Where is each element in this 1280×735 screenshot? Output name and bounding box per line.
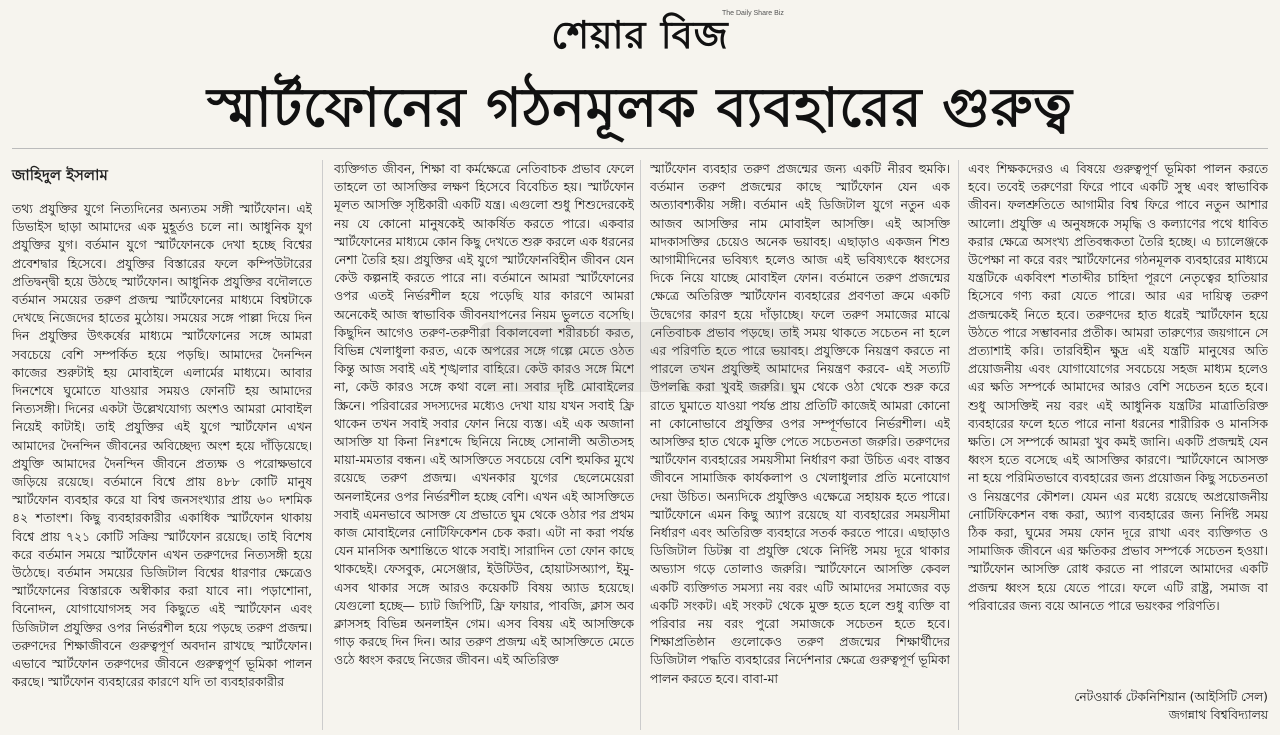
- article-headline: স্মার্টফোনের গঠনমূলক ব্যবহারের গুরুত্ব: [207, 75, 1073, 139]
- article-column-1: তথ্য প্রযুক্তির যুগে নিত্যদিনের অন্যতম সঙ্গী স্মার্টফোন। এই ডিভাইস ছাড়া আমাদের এক মুহূর্তও চলে না। আধুনিক যুগ প্রযুক্তির যুগ। বর্তমান যুগে স্মার্টফোনকে দেখা হচ্ছে বিশ্বের প্রবেশদ্বার হিসেবে। প্রযুক্তির বিস্তারের ফলে কম্পিউটারের প্রতিদ্বন্দ্বী হয়ে উঠছে স্মার্টফোন। আধুনিক প্রযুক্তির বদৌলতে বর্তমান সময়ের তরুণ প্রজন্ম স্মার্টফোনের মাধ্যমে বিশ্বটাকে দেখছে নিজেদের হাতের মুঠোয়। সময়ের সঙ্গে পাল্লা দিয়ে দিন দিন প্রযুক্তির উৎকর্ষের মাধ্যমে স্মার্টফোনের সঙ্গে আমরা সবচেয়ে বেশি সম্পর্কিত হয়ে পড়ছি। আমাদের দৈনন্দিন কাজের শুরুটাই হয় মোবাইলে এলার্মের মাধ্যমে। আবার দিনশেষে ঘুমোতে যাওয়ার সময়ও ফোনটি হয় আমাদের নিত্যসঙ্গী। দিনের একটা উল্লেখযোগ্য অংশও আমরা মোবাইল নিয়েই কাটাই। তাই প্রযুক্তির এই যুগে স্মার্টফোন এখন আমাদের দৈনন্দিন জীবনের অবিচ্ছেদ্য অংশ হয়ে দাঁড়িয়েছে। প্রযুক্তি আমাদের দৈনন্দিন জীবনে প্রত্যক্ষ ও পরোক্ষভাবে জড়িয়ে রয়েছে। বর্তমানে বিশ্বে প্রায় ৪৮৮ কোটি মানুষ স্মার্টফোন ব্যবহার করে যা বিশ্ব জনসংখ্যার প্রায় ৬০ দশমিক ৪২ শতাংশ। কিছু ব্যবহারকারীর একাধিক স্মার্টফোন থাকায় বিশ্বে প্রায় ৭২১ কোটি সক্রিয় স্মার্টফোন রয়েছে। তাই বিশেষ করে বর্তমান সময়ে স্মার্টফোন এখন তরুণদের নিত্যসঙ্গী হয়ে উঠেছে। বর্তমান সময়ের ডিজিটাল বিশ্বের ধারণার ক্ষেত্রেও স্মার্টফোনের বিস্তারকে অস্বীকার করা যাবে না। পড়াশোনা, বিনোদন, যোগাযোগসহ সব কিছুতে এই স্মার্টফোন এবং ডিজিটাল প্রযুক্তির ওপর নির্ভরশীল হয়ে পড়ছে তরুণ প্রজন্ম। তরুণদের শিক্ষাজীবনে গুরুত্বপূর্ণ অবদান রাখছে স্মার্টফোন। এভাবে স্মার্টফোন তরুণদের জীবনে গুরুত্বপূর্ণ ভূমিকা পালন করছে। স্মার্টফোন ব্যবহারের কারণে যদি তা ব্যবহারকারীর: [12, 202, 312, 690]
- section-title: শেয়ার বিজ: [551, 12, 729, 57]
- article-column-4: এবং শিক্ষকদেরও এ বিষয়ে গুরুত্বপূর্ণ ভূমিকা পালন করতে হবে। তবেই তরুণেরা ফিরে পাবে একটি সুস্থ এবং স্বাভাবিক জীবন। ফলশ্রুতিতে আগামীর বিশ্ব ফিরে পাবে নতুন আশার আলো। প্রযুক্তি এ অনুষঙ্গকে সমৃদ্ধি ও কল্যাণের পথে ধাবিত করার ক্ষেত্রে অসংখ্য প্রতিবন্ধকতা তৈরি হচ্ছে। এ চ্যালেঞ্জকে উপেক্ষা না করে বরং স্মার্টফোনের গঠনমূলক ব্যবহারের মাধ্যমে যন্ত্রটিকে একবিংশ শতাব্দীর চাহিদা পূরণে নেতৃত্বের হাতিয়ার হিসেবে গণ্য করা যেতে পারে। আর এর দায়িত্ব তরুণ প্রজন্মকেই নিতে হবে। তরুণদের হাত ধরেই স্মার্টফোন হয়ে উঠতে পারে সম্ভাবনার প্রতীক। আমরা তারুণ্যের জয়গানে সে প্রত্যাশাই করি। তারবিহীন ক্ষুদ্র এই যন্ত্রটি মানুষের অতি প্রয়োজনীয় এবং যোগাযোগের সবচেয়ে সহজ মাধ্যম হলেও এর ক্ষতি সম্পর্কে আমাদের আরও বেশি সচেতন হতে হবে। শুধু আসক্তিই নয় বরং এই আধুনিক যন্ত্রটির মাত্রাতিরিক্ত ব্যবহারের ফলে হতে পারে নানা ধরনের শারীরিক ও মানসিক ক্ষতি। সে সম্পর্কে আমরা খুব কমই জানি। একটি প্রজন্মই যেন ধ্বংস হতে বসেছে এই আসক্তির কারণে। স্মার্টফোনে আসক্ত না হয়ে পরিমিতভাবে ব্যবহারের জন্য প্রয়োজন কিছু সচেতনতা ও নিয়ন্ত্রণের কৌশল। যেমন এর মধ্যে রয়েছে অপ্রয়োজনীয় নোটিফিকেশন বন্ধ করা, অ্যাপ ব্যবহারের জন্য নির্দিষ্ট সময় ঠিক করা, ঘুমের সময় ফোন দূরে রাখা এবং ব্যক্তিগত ও সামাজিক জীবনে এর ক্ষতিকর প্রভাব সম্পর্কে সচেতন হওয়া। স্মার্টফোন আসক্তি রোধ করতে না পারলে আমাদের একটি প্রজন্ম ধ্বংস হয়ে যেতে পারে। ফলে এটি রাষ্ট্র, সমাজ বা পরিবারের জন্য বয়ে আনতে পারে ভয়ংকর পরিণতি।: [968, 162, 1268, 613]
- article-column-3: স্মার্টফোন ব্যবহার তরুণ প্রজন্মের জন্য একটি নীরব হুমকি। বর্তমান তরুণ প্রজন্মের কাছে স্মার্টফোন যেন এক অত্যাবশ্যকীয় সঙ্গী। বর্তমান এই ডিজিটাল যুগে নতুন এক আজব আসক্তির নাম মোবাইল আসক্তি। এই আসক্তি মাদকাসক্তির চেয়েও অনেক ভয়াবহ। এছাড়াও একজন শিশু আগামীদিনের ভবিষ্যৎ হলেও আজ এই ভবিষ্যৎকে ধ্বংসের দিকে নিয়ে যাচ্ছে মোবাইল ফোন। বর্তমানে তরুণ প্রজন্মের ক্ষেত্রে অতিরিক্ত স্মার্টফোন ব্যবহারের প্রবণতা ক্রমে একটি উদ্বেগের কারণ হয়ে দাঁড়াচ্ছে। ফলে তরুণ সমাজের মাঝে নেতিবাচক প্রভাব পড়ছে। তাই সময় থাকতে সচেতন না হলে এর পরিণতি হতে পারে ভয়াবহ। প্রযুক্তিকে নিয়ন্ত্রণ করতে না পারলে তখন প্রযুক্তিই আমাদের নিয়ন্ত্রণ করবে- এই সত্যটি উপলব্ধি করা খুবই জরুরি। ঘুম থেকে ওঠা থেকে শুরু করে রাতে ঘুমাতে যাওয়া পর্যন্ত প্রায় প্রতিটি কাজেই আমরা কোনো না কোনোভাবে প্রযুক্তির ওপর সম্পূর্ণভাবে নির্ভরশীল। এই আসক্তির হাত থেকে মুক্তি পেতে সচেতনতা জরুরি। তরুণদের স্মার্টফোন ব্যবহারের সময়সীমা নির্ধারণ করা উচিত এবং বাস্তব জীবনে সামাজিক কার্যকলাপ ও খেলাধুলার প্রতি মনোযোগ দেয়া উচিত। অন্যদিকে প্রযুক্তিও এক্ষেত্রে সহায়ক হতে পারে। স্মার্টফোনে এমন কিছু অ্যাপ রয়েছে যা ব্যবহারের সময়সীমা নির্ধারণ এবং অতিরিক্ত ব্যবহারে সতর্ক করতে পারে। এছাড়াও ডিজিটাল ডিটক্স বা প্রযুক্তি থেকে নির্দিষ্ট সময় দূরে থাকার অভ্যাস গড়ে তোলাও জরুরি। স্মার্টফোনে আসক্তি কেবল একটি ব্যক্তিগত সমস্যা নয় বরং এটি আমাদের সমাজের বড় একটি সংকট। এই সংকট থেকে মুক্ত হতে হলে শুধু ব্যক্তি বা পরিবার নয় বরং পুরো সমাজকে সচেতন হতে হবে। শিক্ষাপ্রতিষ্ঠান গুলোকেও তরুণ প্রজন্মের শিক্ষার্থীদের ডিজিটাল পদ্ধতি ব্যবহারের নির্দেশনার ক্ষেত্রে গুরুত্বপূর্ণ ভূমিকা পালন করতে হবে। বাবা-মা: [650, 162, 950, 686]
- watermark: [480, 322, 800, 392]
- paper-mark: The Daily Share Biz: [722, 10, 784, 17]
- author-signature: [1052, 688, 1268, 724]
- column-divider: [322, 160, 323, 730]
- author-title: নেটওয়ার্ক টেকনিশিয়ান (আইসিটি সেল): [1074, 690, 1268, 704]
- headline-rule: [12, 148, 1268, 149]
- column-divider: [958, 160, 959, 730]
- author-institution: জগন্নাথ বিশ্ববিদ্যালয়: [1168, 708, 1268, 722]
- masthead: [0, 0, 1280, 60]
- article-column-2: ব্যক্তিগত জীবন, শিক্ষা বা কর্মক্ষেত্রে নেতিবাচক প্রভাব ফেলে তাহলে তা আসক্তির লক্ষণ হিসেবে বিবেচিত হয়। স্মার্টফোন মূলত আসক্তি সৃষ্টিকারী একটি যন্ত্র। এগুলো শুধু শিশুদেরকেই নয় যে কোনো মানুষকেই আকর্ষিত করতে পারে। একবার স্মার্টফোনের মাধ্যমে কোন কিছু দেখতে শুরু করলে এক ধরনের নেশা তৈরি হয়। প্রযুক্তির এই যুগে স্মার্টফোনবিহীন জীবন যেন কেউ কল্পনাই করতে পারে না। বর্তমানে আমরা স্মার্টফোনের ওপর এতই নির্ভরশীল হয়ে পড়েছি যার কারণে আমরা অনেকেই আজ স্বাভাবিক জীবনযাপনের নিয়ম ভুলতে বসেছি। কিছুদিন আগেও তরুণ-তরুণীরা বিকালবেলা শরীরচর্চা করত, বিভিন্ন খেলাধুলা করত, একে অপরের সঙ্গে গল্পে মেতে ওঠত কিন্তু আজ সবাই এই শৃঙ্খলার বাহিরে। কেউ কারও সঙ্গে মিশে না, কেউ কারও সঙ্গে কথা বলে না। সবার দৃষ্টি মোবাইলের স্ক্রিনে। পরিবারের সদস্যদের মধ্যেও দেখা যায় যখন সবাই ফ্রি থাকেন তখন সবাই সবার ফোন নিয়ে ব্যস্ত। এই এক অজানা আসক্তি যা কিনা নিঃশব্দে ছিনিয়ে নিচ্ছে সোনালী অতীতসহ মায়া-মমতার বন্ধন। এই আসক্তিতে সবচেয়ে বেশি হুমকির মুখে রয়েছে তরুণ প্রজন্ম। এখনকার যুগের ছেলেমেয়েরা অনলাইনের ওপর নির্ভরশীল হচ্ছে বেশি। এখন এই আসক্তিতে সবাই এমনভাবে আসক্ত যে প্রভাতে ঘুম থেকে ওঠার পর প্রথম কাজ মোবাইলের নোটিফিকেশন চেক করা। এটা না করা পর্যন্ত যেন মানসিক অশান্তিতে থাকে সবাই। সারাদিন তো ফোন কাছে থাকছেই। ফেসবুক, মেসেঞ্জার, ইউটিউব, হোয়াটসঅ্যাপ, ইমু- এসব থাকার সঙ্গে আরও কয়েকটি বিষয় অ্যাড হয়েছে। যেগুলো হচ্ছে— চ্যাট জিপিটি, ফ্রি ফায়ার, পাবজি, ক্লাস অব ক্লাসসহ বিভিন্ন অনলাইন গেম। এসব বিষয় এই আসক্তিকে গাড় করছে দিন দিন। আর তরুণ প্রজন্ম এই আসক্তিতে মেতে ওঠে ধ্বংস করছে নিজের জীবন। এই অতিরিক্ত: [334, 162, 634, 668]
- author-byline: জাহিদুল ইসলাম: [12, 166, 108, 184]
- column-divider: [640, 160, 641, 730]
